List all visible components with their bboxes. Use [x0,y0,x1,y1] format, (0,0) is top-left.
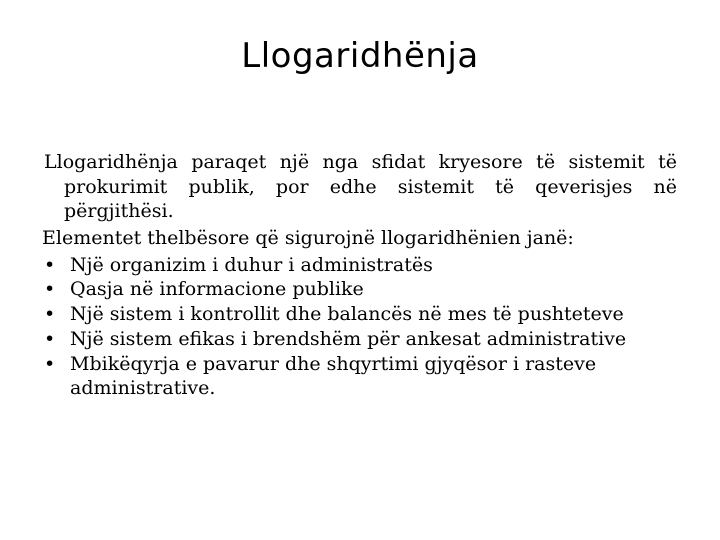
bullet-dot-icon: • [44,352,56,375]
bullet-text: Një organizim i duhur i administratës [70,253,433,276]
bullet-item-complaints-system [42,327,677,352]
bullet-text: Mbikëqyrja e pavarur dhe shqyrtimi gjyqësor i rasteve administrative. [70,352,597,400]
bullet-dot-icon: • [44,303,56,326]
bullet-item-information-access [42,277,677,302]
slide-body [42,150,677,401]
bullet-text: Një sistem i kontrollit dhe balancës në mes të pushteteve [70,303,624,326]
bullet-item-organization [42,253,677,278]
bullet-dot-icon: • [44,278,56,301]
bullet-dot-icon: • [44,327,56,350]
slide-title: Llogaridhënja [241,36,479,76]
bullet-item-checks-balances [42,302,677,327]
bullet-text: Qasja në informacione publike [70,278,364,301]
intro-paragraph: Llogaridhënja paraqet një nga sfidat kryesore të sistemit të prokurimit publik, por edhe sistemit të qeverisjes në përgjithësi. [44,151,677,223]
bullet-text: Një sistem efikas i brendshëm për ankesat administrative [70,327,627,350]
bullet-item-judicial-review [42,352,677,401]
bullet-list [42,253,677,401]
elements-subheading: Elementet thelbësore që sigurojnë llogaridhënien janë: [42,227,574,250]
bullet-dot-icon: • [44,253,56,276]
